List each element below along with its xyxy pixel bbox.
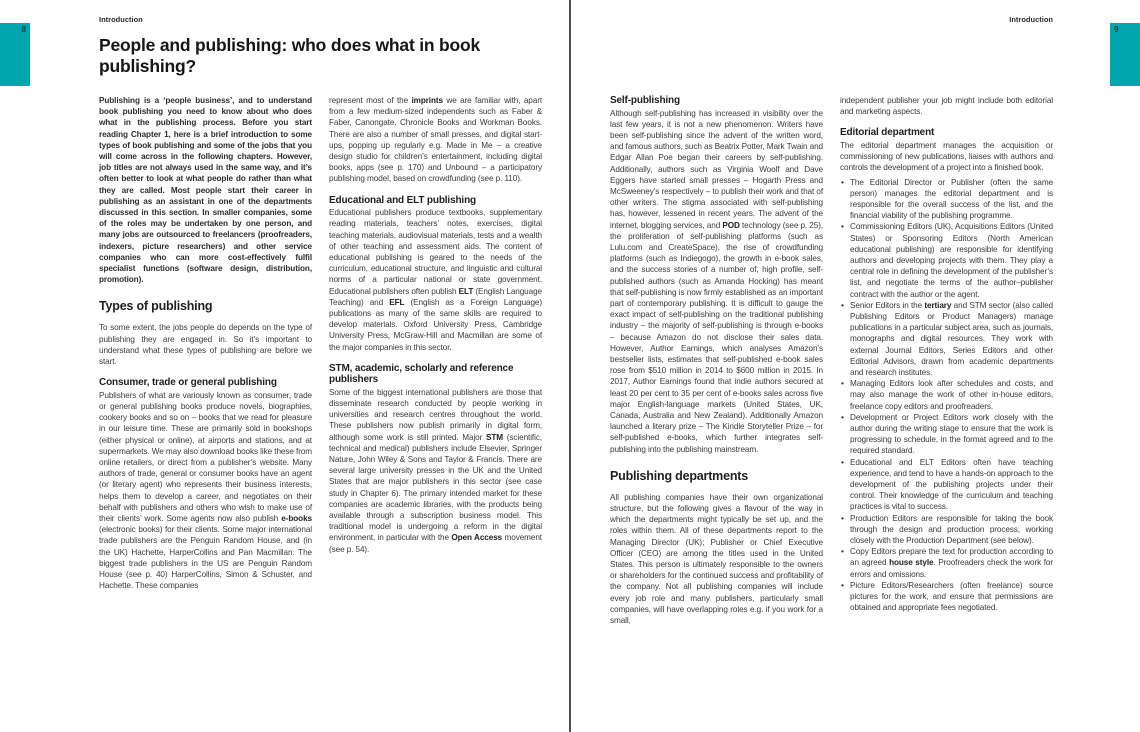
right-page-column-2 [840, 95, 1053, 626]
bullet-item: • Educational and ELT Editors often have teaching experience, and tend to have a hands-on approach to the development of the publishing projects under their control. Their knowledge of the curriculum and teaching practices is vital to success. [840, 457, 1053, 513]
paragraph: Publishers of what are variously known as consumer, trade or general publishing books produce novels, biographies, cookery books and so on – books that we read for pleasure in our leisure time. These are primarily sold in bookshops (either physical or online), at airports and stations, and at supermarkets. We may also download books like these from online retailers, or direct from a publisher’s website. Many authors of trade, general or consumer books have an agent (or literary agent) who represents their business interests, helps them to develop a career, and negotiates on their behalf with publishers and others who wish to make use of their clients’ work. Some agents now also publish e-books (electronic books) for their clients. Some major international trade publishers are the Penguin Random House, and (in the UK) Hachette, HarperCollins and Pan Macmillan. The biggest trade publishers in the US are Penguin Random House (see p. 40) HarperCollins, Simon & Schuster, and Hachette. These companies [99, 390, 312, 591]
paragraph: Although self-publishing has increased in visibility over the last few years, it is not a new phenomenon. Writers have been self-publishing since the advent of the written word, and famous authors, such as Beatrix Potter, Mark Twain and Edgar Allan Poe began their careers by self-publishing. Additionally, authors such as Virginia Woolf and Dave Eggers have started small presses – Hogarth Press and McSweeney’s respectively – to publish their work and that of other writers. The stigma associated with self-publishing has, however, lessened in recent years. The advent of the internet, blogging services, and POD technology (see p. 25), the proliferation of self-publishing platforms (such as Lulu.com and CreateSpace), the rise of crowdfunding platforms (such as Indiegogo), the growth in e-book sales, and the success stories of a number of, high profile, self-published authors (such as Amanda Hocking) has meant that self-publishing is now firmly established as an important part of contemporary publishing. It is difficult to gauge the exact impact of self-publishing on the traditional publishing industry – the majority of self-publishing is through e-books – because Amazon do not disclose their sales data. However, Author Earnings, which analyses Amazon’s bestseller lists, estimates that self-published e-book sales rose from $510 million in 2014 to $600 million in 2015. In 2017, Author Earnings found that indie authors secured at least 20 per cent to 35 per cent of e-books sales across five major English-language markets (United States, UK, Canada, Australia and New Zealand). Additionally Amazon launched a literary prize – The Kindle Storyteller Prize – for self-published e-books, which further integrates self-publishing into the publishing mainstream. [610, 108, 823, 454]
right-running-header: Introduction [1009, 15, 1053, 24]
left-page-column-1 [99, 95, 312, 591]
bullet-item: • Picture Editors/Researchers (often freelance) source pictures for the work, and ensure that permissions are obtained and appropriate fees negotiated. [840, 580, 1053, 614]
right-page-number: 9 [1114, 25, 1119, 34]
section-heading: Publishing departments [610, 468, 748, 483]
left-running-header: Introduction [99, 15, 143, 24]
bullet-list [840, 177, 1053, 614]
paragraph: Some of the biggest international publishers are those that disseminate research conducted by people working in universities and research centres throughout the world. These publishers now publish primarily in digital form, although some work is still printed. Major STM (scientific, technical and medical) publishers include Elsevier, Springer Nature, John Wiley & Sons and Taylor & Francis. There are several large university presses in the UK and the United States that are major publishers in this sector (see case study in Chapter 6). The primary intended market for these companies are academic libraries, with the products being available through a subscription business model. This traditional model is undergoing a reform in the digital environment, in particular with the Open Access movement (see p. 54). [329, 387, 542, 554]
paragraph: represent most of the imprints we are familiar with, apart from a few medium-sized independents such as Faber & Faber, Canongate, Chronicle Books and Workman Books. There are also a number of small presses, and digital start-ups, popping up regularly e.g. Made in Me – a creative design studio for children’s entertainment, including digital books, apps (see p. 170) and Unbound – a participatory publishing model, based on crowdfunding (see p. 110). [329, 96, 542, 184]
right-page-column-1 [610, 95, 823, 626]
subsection-heading: Editorial department [840, 127, 935, 139]
paragraph: All publishing companies have their own organizational structure, but the following gives a flavour of the way in which the departments might typically be set up, and the roles within them. All of these departments report to the Managing Director (UK); Publisher or Chief Executive Officer (CEO) are among the titles used in the United States. This person is ultimately responsible to the owners or shareholders for the continued success and profitability of the company. Not all publishing companies will include every job role and many publishers, particularly small companies, will have overlapping roles e.g. if you work for a small, [610, 492, 823, 626]
subsection-heading: Educational and ELT publishing [329, 194, 476, 206]
bullet-item: • The Editorial Director or Publisher (often the same person) manages the editorial department and is responsible for the overall success of the list, and the financial viability of the publishing programme. [840, 177, 1053, 222]
bullet-item: • Copy Editors prepare the text for production according to an agreed house style. Proofreaders check the work for errors and omissions. [840, 546, 1053, 580]
page-title: People and publishing: who does what in book publishing? [99, 35, 481, 76]
subsection-heading: STM, academic, scholarly and reference publishers [329, 362, 514, 386]
bullet-item: • Managing Editors look after schedules and costs, and may also manage the work of other in-house editors, freelance copy editors and proofreaders. [840, 378, 1053, 412]
bullet-item: • Development or Project Editors work closely with the author during the writing stage to ensure that the work is progressing to schedule, in the format agreed and to the required standard. [840, 412, 1053, 457]
subsection-heading: Self-publishing [610, 95, 680, 106]
paragraph: Educational publishers produce textbooks, supplementary reading materials, teachers’ notes, exercises, digital teaching materials, audiovisual materials, tests and a wealth of other teaching and assessment aids. The content of educational publishing is geared to the needs of the curriculum, educational structure, and linguistic and cultural norms of a particular national or state government. Educational publishers often publish ELT (English Language Teaching) and EFL (English as a Foreign Language) publications as many of the same skills are required to develop materials. Oxford University Press, Cambridge University Press, McGraw-Hill and Macmillan are some of the major companies in this sector. [329, 208, 543, 352]
bullet-item: • Commissioning Editors (UK), Acquisitions Editors (United States) or Sponsoring Editors (North American educational publishing) are responsible for identifying authors and developing projects with them. They play a central role in defining the development of the publisher’s list, and negotiate the terms of the author–publisher contract with the author or the agent. [840, 221, 1053, 299]
lead-paragraph: Publishing is a ‘people business’, and to understand book publishing you need to know about who does what in the publishing process. Before you start reading Chapter 1, here is a brief introduction to some types of book publishing and some of the jobs that you will come across in the following chapters. However, job titles are not always used in the same way, and it’s often better to look at what people do rather than what they are called. Most people start their career in publishing as an assistant in one of the departments discussed in this section. In smaller companies, some of the roles may be undertaken by one person, and many jobs are outsourced to freelancers (proofreaders, indexers, picture researchers) and other service companies who can more cost-effectively fulfil specialist functions (software design, distribution, promotion). [99, 96, 312, 285]
right-page-columns [610, 95, 1053, 626]
section-heading: Types of publishing [99, 299, 213, 314]
right-page [610, 0, 1055, 732]
right-page-number-tab [1110, 23, 1140, 86]
bullet-item: • Senior Editors in the tertiary and STM sector (also called Publishing Editors or Product Managers) manage publications in a particular subject area, such as journals, monographs and digital resources. They work with external Journal Editors, Series Editors and other Editorial Advisors, drawn from academic departments and research institutes. [840, 300, 1053, 378]
page-gutter-divider [569, 0, 571, 732]
left-page-number-tab [0, 23, 30, 86]
paragraph: independent publisher your job might include both editorial and marketing aspects. [840, 96, 1053, 117]
paragraph: To some extent, the jobs people do depends on the type of publishing they are engaged in. So it’s important to understand what these types of publishing are before we start. [99, 323, 312, 367]
paragraph: The editorial department manages the acquisition or commissioning of new publications, liaises with authors and controls the development of a project into a finished book. [840, 140, 1053, 173]
left-page-columns [99, 95, 542, 591]
left-page-number: 8 [21, 25, 26, 34]
subsection-heading: Consumer, trade or general publishing [99, 377, 277, 389]
bullet-item: • Production Editors are responsible for taking the book through the design and production process, working closely with the Production Department (see below). [840, 513, 1053, 547]
left-page-column-2 [329, 95, 542, 591]
left-page [99, 0, 547, 732]
